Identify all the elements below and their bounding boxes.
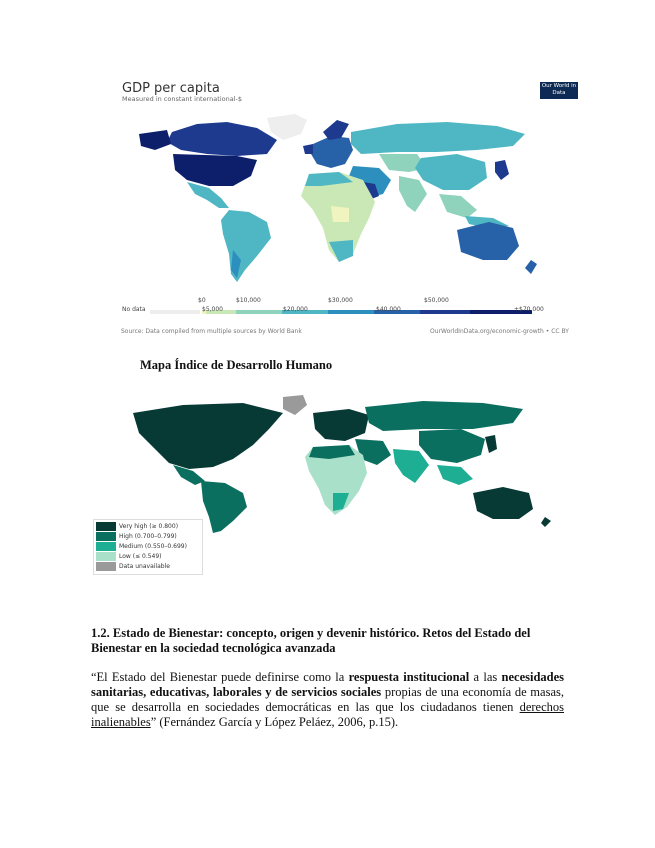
gdp-tick-0: $0 <box>198 297 206 304</box>
hdi-north-america <box>133 403 283 469</box>
quote-bold-2: necesidades sanitarias, educativas, laborales y de servicios sociales <box>91 670 565 699</box>
gdp-url: OurWorldInData.org/economic-growth • CC BY <box>430 328 569 335</box>
quote-text-1: “El Estado del Bienestar puede definirse como la <box>91 670 349 684</box>
quote-text-2: a las <box>469 670 502 684</box>
owid-logo: Our World in Data <box>540 82 578 99</box>
gdp-map-title: GDP per capita <box>122 81 220 96</box>
gdp-europe <box>311 136 353 168</box>
gdp-canada <box>167 122 277 156</box>
gdp-russia <box>351 122 525 154</box>
gdp-india <box>399 176 427 212</box>
gdp-greenland <box>267 114 307 140</box>
hdi-australia <box>473 487 533 519</box>
gdp-tick-50000: $50,000 <box>424 297 449 304</box>
hdi-legend-swatch-unavailable <box>96 562 116 571</box>
hdi-legend-swatch-very-high <box>96 522 116 531</box>
hdi-map-title: Mapa Índice de Desarrollo Humano <box>140 358 333 372</box>
gdp-south-america <box>221 210 271 282</box>
gdp-tick-20000: $20,000 <box>283 306 308 313</box>
hdi-legend <box>93 519 203 575</box>
gdp-world-map <box>117 110 587 300</box>
hdi-russia <box>365 401 523 431</box>
hdi-europe <box>313 409 369 441</box>
quote-text-4: ” (Fernández García y López Peláez, 2006, p.15). <box>150 715 399 729</box>
gdp-legend-bar <box>122 304 534 320</box>
gdp-tick-10000: $10,000 <box>236 297 261 304</box>
hdi-south-america <box>201 481 247 533</box>
gdp-tick-30000: $30,000 <box>328 297 353 304</box>
quote-bold-1: respuesta institucional <box>348 670 470 684</box>
hdi-legend-label-high: High (0.700–0.799) <box>119 533 177 540</box>
hdi-legend-swatch-low <box>96 552 116 561</box>
quote-paragraph <box>91 670 564 730</box>
hdi-legend-label-unavailable: Data unavailable <box>119 563 170 570</box>
hdi-world-map <box>93 393 573 533</box>
gdp-australia <box>457 222 519 260</box>
hdi-legend-swatch-high <box>96 532 116 541</box>
section-heading: 1.2. Estado de Bienestar: concepto, origen y devenir histórico. Retos del Estado del Bienestar en la sociedad tecnológica avanzada <box>91 626 531 655</box>
gdp-tick-5000: $5,000 <box>202 306 223 313</box>
hdi-legend-label-low: Low (≤ 0.549) <box>119 553 162 560</box>
gdp-china <box>415 154 487 190</box>
hdi-legend-label-very-high: Very high (≥ 0.800) <box>119 523 179 530</box>
gdp-tick-nodata: No data <box>122 306 146 313</box>
gdp-source: Source: Data compiled from multiple sources by World Bank <box>121 328 302 335</box>
gdp-tick-40000: $40,000 <box>376 306 401 313</box>
hdi-south-asia <box>393 449 429 483</box>
quote-underlined: derechos inalienables <box>91 700 564 729</box>
hdi-legend-swatch-medium <box>96 542 116 551</box>
gdp-map-subtitle: Measured in constant international-$ <box>122 95 242 103</box>
gdp-usa <box>173 154 257 186</box>
gdp-tick-70000: +$70,000 <box>514 306 544 313</box>
hdi-legend-label-medium: Medium (0.550–0.699) <box>119 543 187 550</box>
quote-text-3: propias de una economía de masas, que se desarrolla en sociedades democráticas en las que los ciudadanos tienen <box>91 685 564 714</box>
